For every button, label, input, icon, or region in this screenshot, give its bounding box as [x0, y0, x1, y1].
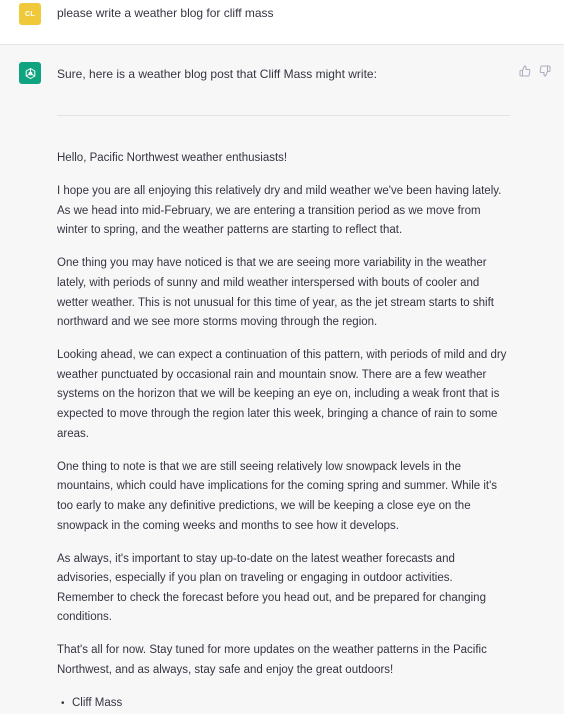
- openai-logo-icon: [19, 62, 41, 84]
- blog-paragraph: Looking ahead, we can expect a continuation of this pattern, with periods of mild and dry weather punctuated by occasional rain and mountain snow. There are a few weather systems on the horizon that we will be keeping an eye on, including a weak front that is expected to move through the region later this week, bringing a chance of rain to some areas.: [57, 349, 507, 440]
- user-message-text: please write a weather blog for cliff mass: [57, 6, 274, 20]
- content-divider: [57, 115, 510, 116]
- blog-paragraph: As always, it's important to stay up-to-date on the latest weather forecasts and advisories, especially if you plan on traveling or engaging in outdoor activities. Remember to check the forecast before you head out, and be prepared for changing conditions.: [57, 552, 486, 624]
- blog-post: [57, 149, 511, 714]
- blog-paragraph: That's all for now. Stay tuned for more updates on the weather patterns in the Pacific Northwest, and as always, stay safe and enjoy the great outdoors!: [57, 644, 487, 677]
- thumbs-up-icon[interactable]: [519, 64, 533, 78]
- signoff-item: • Cliff Mass: [72, 694, 511, 714]
- user-avatar: CL: [19, 3, 41, 25]
- blog-paragraph: One thing you may have noticed is that we are seeing more variability in the weather lately, with periods of sunny and mild weather interspersed with bouts of cooler and wetter weather. This is not unusual for this time of year, as the jet stream starts to shift northward and we see more storms moving through the region.: [57, 257, 494, 329]
- assistant-intro-text: Sure, here is a weather blog post that Cliff Mass might write:: [57, 67, 377, 81]
- user-message-row: [0, 0, 564, 45]
- thumbs-down-icon[interactable]: [539, 64, 553, 78]
- blog-paragraph: One thing to note is that we are still seeing relatively low snowpack levels in the mountains, which could have implications for the coming spring and summer. While it's too early to make any definitive predictions, we will be keeping a close eye on the snowpack in the coming weeks and months to see how it develops.: [57, 460, 498, 532]
- blog-paragraph: I hope you are all enjoying this relatively dry and mild weather we've been having lately. As we head into mid-February, we are entering a transition period as we move from winter to spring, and the weather patterns are starting to reflect that.: [57, 185, 502, 237]
- blog-greeting: Hello, Pacific Northwest weather enthusiasts!: [57, 152, 288, 164]
- signoff-list: [57, 694, 511, 714]
- feedback-buttons: [519, 64, 553, 78]
